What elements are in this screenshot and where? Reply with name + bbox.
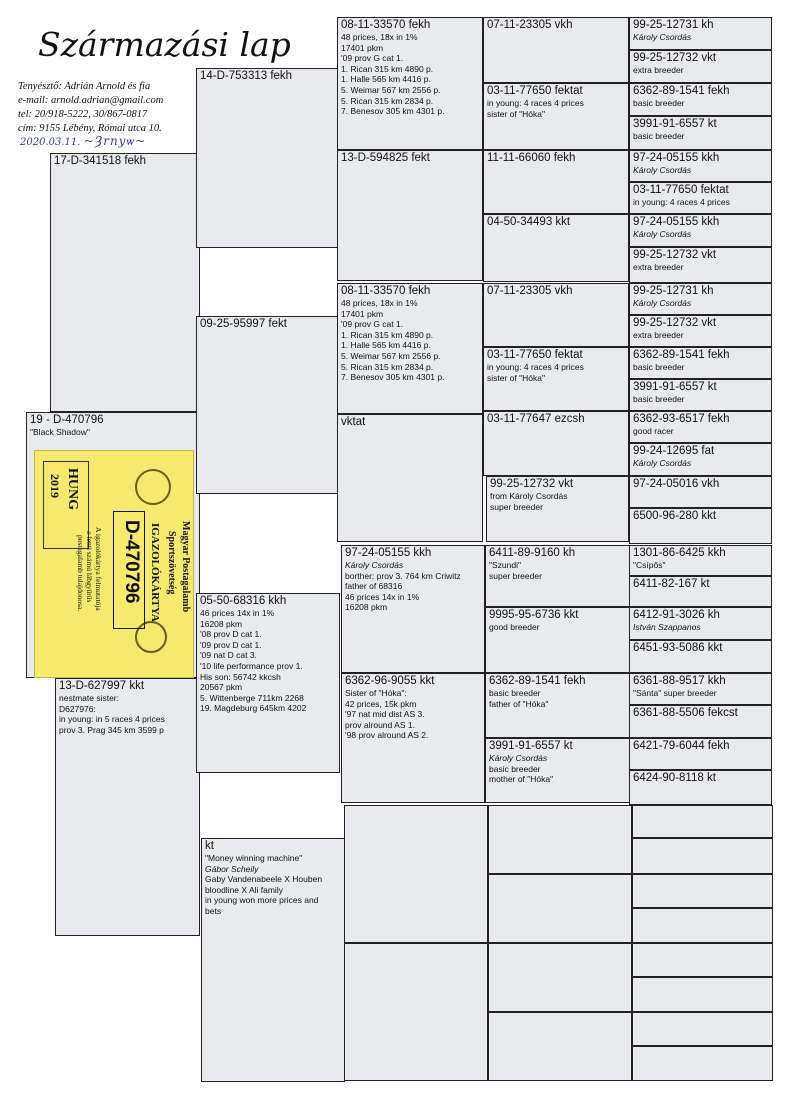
g5-box — [632, 977, 773, 1012]
gp4-ring: kt — [205, 840, 214, 852]
g4-a10-ring: 9995-95-6736 kkt — [489, 609, 579, 621]
g5-box — [632, 908, 773, 943]
gp3-line: '08 prov D cat 1. — [200, 629, 262, 640]
ggp3-line: 1. Rican 315 km 4890 p. — [341, 329, 434, 340]
ggp5-line: 46 prices 14x in 1% — [345, 591, 420, 602]
card-year: 2019 — [48, 474, 62, 498]
g5-box — [629, 640, 772, 673]
g4-line: from Károly Csordás — [490, 491, 568, 501]
ggp4-ring: vktat — [341, 416, 366, 428]
sire-ring: 17-D-341518 fekh — [54, 155, 147, 167]
ggp2-ring: 13-D-594825 fekt — [341, 152, 430, 164]
gp3-ring: 05-50-68316 kkh — [200, 595, 287, 607]
g5-ring: 6361-88-9517 kkh — [633, 675, 726, 687]
gp2-ring: 09-25-95997 fekt — [200, 318, 287, 330]
ggp5-line: 16208 pkm — [345, 602, 388, 613]
ggp6-box — [341, 673, 485, 803]
page-title: Származási lap — [38, 25, 291, 64]
ggp6-line: '97 nat mid dist AS 3. — [345, 709, 425, 720]
ggp5-line: Károly Csordás — [345, 560, 404, 570]
g4-line: basic breeder — [489, 763, 541, 774]
gp3-line: 20567 pkm — [200, 682, 243, 693]
ggp5-ring: 97-24-05155 kkh — [345, 547, 432, 559]
card-note-1: A igazolókártya felmutatója — [94, 527, 103, 611]
g4-line: in young: 4 races 4 prices — [487, 362, 584, 372]
breeder-email: e-mail: arnold.adrian@gmail.com — [18, 95, 164, 106]
ggp5-line: borther: prov 3. 764 km Criwitz — [345, 570, 461, 581]
g4-box — [483, 83, 629, 150]
g5-box — [629, 705, 772, 738]
g5-ring: 6451-93-5086 kkt — [633, 642, 723, 654]
gp4-line: in young won more prices and — [205, 895, 319, 906]
g5-note: basic breeder — [633, 394, 685, 404]
ggp1-line: 1. Halle 565 km 4416 p. — [341, 74, 431, 85]
ggp6-line: Sister of "Hóka": — [345, 688, 407, 698]
card-org-2: Sportszövetség — [166, 531, 177, 595]
gp4-line: Gaby Vandenabeele X Houben — [205, 874, 323, 885]
g5-note: in young: 4 races 4 prices — [633, 197, 730, 207]
g4-line: Károly Csordás — [489, 753, 548, 763]
g5-box — [632, 838, 773, 874]
g4-a11-ring: 6362-89-1541 fekh — [489, 675, 586, 687]
sire-box — [50, 153, 200, 412]
subject-name: "Black Shadow" — [30, 427, 90, 437]
g4-line: "Szundi" — [489, 560, 522, 570]
g5-box — [629, 182, 772, 214]
g4-box — [483, 283, 629, 347]
ggp2-box — [337, 150, 483, 281]
g4-line: super breeder — [490, 501, 543, 512]
ggp1-line: 1. Rican 315 km 4890 p. — [341, 63, 434, 74]
g4-line: super breeder — [489, 570, 542, 581]
ggp6-line: 42 prices, 15k pkm — [345, 698, 417, 709]
ggp3-line: '09 prov G cat 1. — [341, 319, 404, 330]
g4-line: in young: 4 races 4 prices — [487, 98, 584, 108]
gp3-line: '10 life performance prov 1. — [200, 660, 303, 671]
card-note-3: postagalamb tulajdonosa. — [76, 535, 85, 612]
ggp6-ring: 6362-96-9055 kkt — [345, 675, 435, 687]
subject-ring: 19 - D-470796 — [30, 414, 104, 426]
g5-box — [629, 443, 772, 476]
ggp3-line: 7. Benesov 305 km 4301 p. — [341, 372, 445, 383]
g5-box — [629, 150, 772, 182]
gp3-line: '09 nat D cat 3. — [200, 650, 257, 661]
gp3-line: His son: 56742 kkcsh — [200, 671, 281, 682]
gp2-box — [196, 316, 340, 494]
gp3-box — [196, 593, 340, 773]
g5-box — [629, 17, 772, 50]
g5-ring: 99-25-12731 kh — [633, 285, 714, 297]
g5-ring: 6362-89-1541 fekh — [633, 85, 730, 97]
g5-box — [632, 1012, 773, 1046]
dam-line: prov 3. Prag 345 km 3599 p — [59, 724, 164, 735]
ggp3-ring: 08-11-33570 fekh — [341, 285, 431, 297]
breeder-address: cím: 9155 Lébény, Római utca 10. — [18, 123, 162, 134]
g5-ring: 97-24-05155 kkh — [633, 152, 720, 164]
ggp3-line: 5. Rican 315 km 2834 p. — [341, 361, 434, 372]
ggp1-line: 7. Benesov 305 km 4301 p. — [341, 106, 445, 117]
g4-a4-ring: 04-50-34493 kkt — [487, 216, 571, 228]
ggp8-box — [344, 943, 488, 1081]
ggp1-line: 5. Rican 315 km 2834 p. — [341, 95, 434, 106]
g5-note: Károly Csordás — [633, 298, 692, 308]
dam-line: in young: in 5 races 4 prices — [59, 714, 165, 725]
g4-line: sister of "Hóka" — [487, 108, 545, 119]
g5-ring: 3991-91-6557 kt — [633, 381, 717, 393]
g5-note: Károly Csordás — [633, 229, 692, 239]
g5-ring: 6412-91-3026 kh — [633, 609, 720, 621]
ggp5-box — [341, 545, 485, 673]
g4-box — [483, 150, 629, 214]
card-seal-icon — [135, 469, 171, 505]
g4-box — [483, 214, 629, 282]
g4-box — [486, 476, 629, 542]
g5-box — [632, 805, 773, 838]
card-org-1: Magyar Postagalamb — [180, 521, 191, 613]
dam-line: D627976: — [59, 703, 96, 714]
g4-box — [483, 347, 629, 411]
g5-note: Károly Csordás — [633, 165, 692, 175]
g4-a8-ring: 99-25-12732 vkt — [490, 478, 574, 490]
breeder-name: Tenyésztő: Adrián Arnold és fia — [18, 81, 151, 92]
g5-ring: 99-25-12732 vkt — [633, 317, 717, 329]
g5-ring: 3991-91-6557 kt — [633, 118, 717, 130]
ggp1-box — [337, 17, 483, 150]
dam-line: nestmate sister: — [59, 693, 119, 703]
ggp1-line: 48 prices, 18x in 1% — [341, 32, 418, 42]
dam-box — [55, 678, 200, 936]
ggp1-line: 5. Weimar 567 km 2556 p. — [341, 84, 441, 95]
g5-note: István Szappanos — [633, 622, 701, 632]
gp4-box — [201, 838, 345, 1082]
ggp3-box — [337, 283, 483, 414]
g5-box — [629, 50, 772, 83]
ggp3-line: 5. Weimar 567 km 2556 p. — [341, 350, 441, 361]
g5-ring: 1301-86-6425 kkh — [633, 547, 726, 559]
signature — [20, 134, 146, 149]
g4-a2-ring: 03-11-77650 fektat — [487, 85, 583, 97]
g4-line: father of "Hóka" — [489, 698, 549, 709]
g5-note: basic breeder — [633, 362, 685, 372]
breeder-contact — [18, 80, 163, 136]
g5-box — [629, 347, 772, 379]
g4-line: sister of "Hóka" — [487, 372, 545, 383]
g4-empty-box — [488, 1012, 632, 1081]
ggp1-line: '09 prov G cat 1. — [341, 53, 404, 64]
g5-note: "Sánta" super breeder — [633, 688, 717, 698]
g5-ring: 97-24-05016 vkh — [633, 478, 720, 490]
gp4-line: "Money winning machine" — [205, 853, 303, 863]
g5-note: Károly Csordás — [633, 458, 692, 468]
card-hung: HUNG — [65, 468, 80, 510]
ggp1-line: 17401 pkm — [341, 42, 384, 53]
g4-box — [485, 607, 631, 673]
g4-a1-ring: 07-11-23305 vkh — [487, 19, 573, 31]
g4-box — [485, 738, 631, 803]
g5-box — [632, 874, 773, 908]
gp4-line: bloodline X Ali family — [205, 884, 283, 895]
g5-ring: 99-25-12731 kh — [633, 19, 714, 31]
card-ring: D-470796 — [121, 520, 142, 604]
g5-ring: 99-25-12732 vkt — [633, 52, 717, 64]
g5-note: basic breeder — [633, 131, 685, 141]
ggp3-line: 48 prices, 18x in 1% — [341, 298, 418, 308]
g5-ring: 6500-96-280 kkt — [633, 510, 717, 522]
g5-box — [629, 379, 772, 411]
breeder-phone: tel: 20/918-5222, 30/867-0817 — [18, 109, 148, 120]
g4-empty-box — [488, 943, 632, 1012]
ggp4-box — [337, 414, 483, 542]
g5-note: extra breeder — [633, 65, 684, 75]
g5-ring: 6361-88-5506 fekcst — [633, 707, 738, 719]
gp4-line: Gábor Scheily — [205, 863, 259, 874]
g5-box — [629, 411, 772, 443]
g5-ring: 99-25-12732 vkt — [633, 249, 717, 261]
g4-a12-ring: 3991-91-6557 kt — [489, 740, 573, 752]
g5-box — [629, 116, 772, 150]
g4-box — [485, 545, 631, 607]
g4-line: basic breeder — [489, 688, 541, 698]
signature-scrawl-icon: ~Ȝrnyѡ~ — [83, 134, 147, 148]
card-ring-box — [113, 511, 145, 629]
ggp3-line: 17401 pkm — [341, 308, 384, 319]
g4-empty-box — [488, 874, 632, 943]
g5-box — [629, 576, 772, 607]
g5-box — [629, 283, 772, 315]
g5-box — [629, 476, 772, 508]
gp3-line: 5. Wittenberge 711km 2268 — [200, 692, 304, 703]
g4-a7-ring: 03-11-77647 ezcsh — [487, 413, 585, 425]
gp1-box — [196, 68, 340, 248]
g5-box — [629, 770, 772, 805]
g5-ring: 6424-90-8118 kt — [633, 772, 716, 784]
g4-a6-ring: 03-11-77650 fektat — [487, 349, 583, 361]
g4-box — [483, 17, 629, 83]
g5-note: basic breeder — [633, 98, 685, 108]
gp3-line: '09 prov D cat 1. — [200, 639, 262, 650]
g5-note: Károly Csordás — [633, 32, 692, 42]
signature-date: 2020.03.11. — [20, 137, 81, 148]
g5-box — [629, 508, 772, 544]
gp1-ring: 14-D-753313 fekh — [200, 70, 293, 82]
g5-note: extra breeder — [633, 262, 684, 272]
g5-ring: 6362-93-6517 fekh — [633, 413, 730, 425]
g4-a3-ring: 11-11-66060 fekh — [487, 152, 576, 164]
ggp5-line: father of 68316 — [345, 581, 403, 592]
g5-box — [629, 247, 772, 283]
card-note-2: a fenti számú lábgyűrűs — [85, 531, 94, 603]
g4-box — [485, 673, 631, 738]
g5-box — [629, 315, 772, 347]
g5-box — [629, 214, 772, 247]
g4-empty-box — [488, 805, 632, 874]
g5-box — [629, 673, 772, 705]
g5-ring: 6421-79-6044 fekh — [633, 740, 730, 752]
g5-ring: 03-11-77650 fektat — [633, 184, 729, 196]
g5-ring: 6411-82-167 kt — [633, 578, 710, 590]
gp4-line: bets — [205, 905, 222, 916]
g5-ring: 97-24-05155 kkh — [633, 216, 720, 228]
g5-note: good racer — [633, 426, 674, 436]
g5-note: "Csípős" — [633, 560, 666, 570]
g4-a9-ring: 6411-89-9160 kh — [489, 547, 576, 559]
g5-box — [632, 1046, 773, 1081]
ggp3-line: 1. Halle 565 km 4416 p. — [341, 340, 431, 351]
g5-box — [629, 545, 772, 576]
gp3-line: 16208 pkm — [200, 618, 243, 629]
dam-ring: 13-D-627997 kkt — [59, 680, 145, 692]
ggp1-ring: 08-11-33570 fekh — [341, 19, 431, 31]
card-title: IGAZOLÓKÁRTYA — [149, 523, 161, 622]
g5-ring: 99-24-12695 fat — [633, 445, 715, 457]
ggp7-box — [344, 805, 488, 943]
gp3-line: 46 prices 14x in 1% — [200, 608, 275, 618]
g5-box — [629, 607, 772, 640]
g5-box — [629, 738, 772, 770]
g4-line: good breeder — [489, 622, 540, 632]
ggp6-line: '98 prov alround AS 2. — [345, 730, 429, 741]
g4-line: mother of "Hóka" — [489, 774, 554, 785]
ggp6-line: prov alround AS 1. — [345, 719, 415, 730]
g5-box — [632, 943, 773, 977]
id-card — [34, 450, 194, 678]
g5-note: extra breeder — [633, 330, 684, 340]
gp3-line: 19. Magdeburg 645km 4202 — [200, 703, 307, 714]
g5-box — [629, 83, 772, 116]
g4-box — [483, 411, 629, 476]
g5-ring: 6362-89-1541 fekh — [633, 349, 730, 361]
g4-a5-ring: 07-11-23305 vkh — [487, 285, 573, 297]
